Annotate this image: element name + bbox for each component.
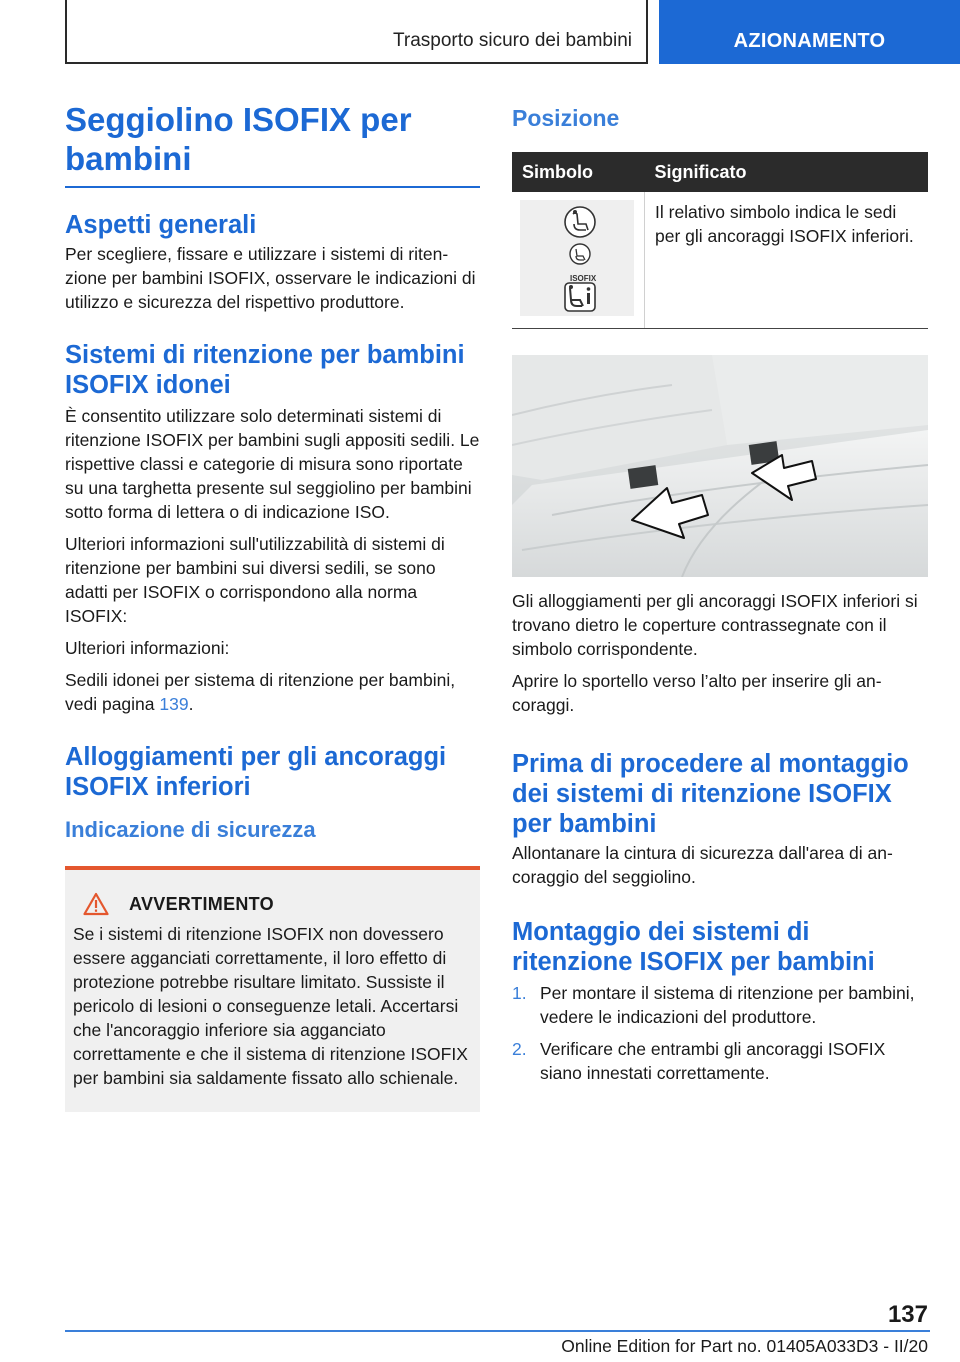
heading-mounting: Montaggio dei sistemi di ritenzione ISOFIX per bambini: [512, 918, 875, 976]
suitable-text-3: Ulteriori informazioni:: [65, 638, 230, 658]
photo-caption-1: Gli alloggiamenti per gli ancoraggi ISOFIX inferiori si trovano dietro le coperture contrassegnate con il simbolo corrispondente.: [512, 591, 918, 659]
step-number: 1.: [512, 983, 527, 1003]
isofix-seat-icon: [520, 200, 634, 316]
step-number: 2.: [512, 1039, 527, 1059]
heading-position: Posizione: [512, 105, 620, 131]
section-label: AZIONAMENTO: [733, 30, 886, 52]
suitable-text-1: È consentito utilizzare solo determinati sistemi di ritenzione ISOFIX per bambini sugli appositi sedili. Le rispettive classi e categorie di misura sono riportate su una targhetta presente sul seggiolino per bambini sotto forma di lettera o di indicazione ISO.: [65, 406, 480, 522]
step-item: [512, 1037, 928, 1085]
meaning-cell: Il relativo simbolo indica le sedi per gli ancoraggi ISOFIX inferiori.: [645, 192, 929, 329]
photo-caption-2: Aprire lo sportello verso l’alto per inserire gli ancoraggi.: [512, 671, 882, 715]
symbol-cell: [512, 192, 645, 329]
isofix-symbol-label: ISOFIX: [570, 274, 597, 283]
warning-label: AVVERTIMENTO: [129, 893, 274, 914]
heading-safety-note: Indicazione di sicurezza: [65, 817, 316, 842]
rear-seat-isofix-photo: [512, 355, 928, 577]
page-number: 137: [887, 1301, 928, 1328]
symbol-table-header: [512, 152, 928, 192]
before-mounting-text: Allontanare la cintura di sicurezza dall'area di ancoraggio del seggiolino.: [512, 843, 893, 887]
symbol-column-header: Simbolo: [512, 152, 645, 192]
general-text: Per scegliere, fissare e utilizzare i sistemi di ritenzione per bambini ISOFIX, osservare le indicazioni di utilizzo e sicurezza del rispettivo produttore.: [65, 244, 476, 312]
edition-info: Online Edition for Part no. 01405A033D3 - II/20: [561, 1336, 928, 1356]
chapter-title: Trasporto sicuro dei bambini: [392, 30, 632, 51]
heading-general: Aspetti generali: [65, 211, 257, 239]
heading-suitable-systems: Sistemi di ritenzione per bambini ISOFIX idonei: [65, 341, 465, 399]
heading-anchors: Alloggiamenti per gli ancoraggi ISOFIX inferiori: [65, 743, 447, 801]
header-chapter-box: [65, 0, 648, 64]
warning-header: [73, 892, 470, 916]
warning-text: Se i sistemi di ritenzione ISOFIX non dovessero essere agganciati correttamente, il loro effetto di protezione potrebbe risultare limitato. Sussiste il pericolo di lesioni o conseguenze letali. Accertarsi che l'ancoraggio inferiore sia agganciato correttamente e che il sistema di ritenzione ISOFIX per bambini sia saldamente fissato allo schienale.: [73, 924, 468, 1088]
suitable-text-4-prefix: Sedili idonei per sistema di ritenzione per bambini, vedi pagina: [65, 670, 456, 714]
heading-before-mounting: Prima di procedere al montaggio dei sistemi di ritenzione ISOFIX per bambini: [512, 750, 909, 838]
warning-box: [65, 866, 480, 1112]
footer-divider: [65, 1330, 930, 1332]
header-section-tab[interactable]: [659, 0, 960, 64]
suitable-text-2: Ulteriori informazioni sull'utilizzabilità di sistemi di ritenzione per bambini sui diversi sedili, se sono adatti per ISOFIX o corrispondono alla norma ISOFIX:: [65, 534, 445, 626]
meaning-column-header: Significato: [645, 152, 929, 192]
symbol-table: [512, 152, 928, 329]
step-text: Verificare che entrambi gli ancoraggi ISOFIX siano innestati correttamente.: [540, 1039, 886, 1083]
left-column: [65, 100, 480, 1112]
right-column: [512, 100, 928, 1093]
step-text: Per montare il sistema di ritenzione per bambini, vedere le indicazioni del produttore.: [540, 983, 915, 1027]
page-title: Seggiolino ISOFIX per bambini: [65, 100, 480, 188]
symbol-table-row: [512, 192, 928, 329]
suitable-text-4: [65, 668, 480, 716]
seat-photo: [512, 355, 928, 577]
warning-triangle-icon: [83, 892, 109, 916]
step-item: [512, 981, 928, 1029]
isofix-symbols: [520, 200, 634, 316]
mounting-steps: [512, 981, 928, 1085]
suitable-text-4-suffix: .: [188, 694, 194, 714]
page-link-139[interactable]: 139: [159, 694, 189, 714]
